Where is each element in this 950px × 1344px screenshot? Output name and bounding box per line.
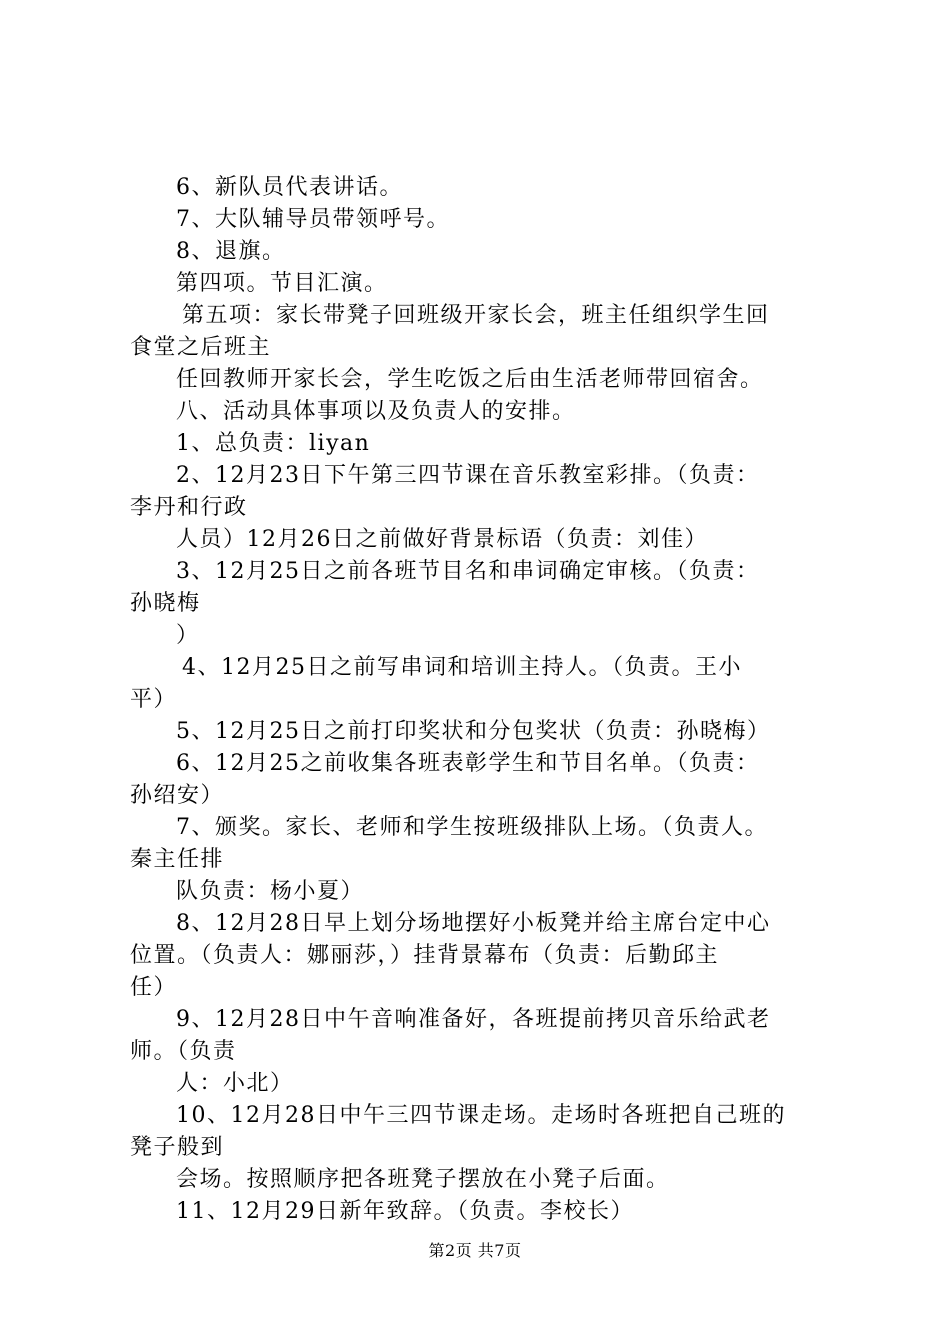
text-line: 8、12月28日早上划分场地摆好小板凳并给主席台定中心	[176, 911, 771, 936]
text-line: 凳子般到	[130, 1135, 225, 1160]
text-line: 平）	[130, 687, 178, 712]
text-line: 6、12月25之前收集各班表彰学生和节目名单。（负责：	[176, 751, 760, 776]
page-number: 第2页 共7页	[428, 1241, 522, 1260]
text-line: 位置。（负责人：娜丽莎，）挂背景幕布（负责：后勤邱主	[130, 943, 720, 968]
text-line: 任）	[130, 975, 178, 1000]
text-line: 2、12月23日下午第三四节课在音乐教室彩排。（负责：	[176, 463, 760, 488]
page-footer	[0, 1240, 950, 1262]
text-line: 八、活动具体事项以及负责人的安排。	[176, 399, 576, 424]
text-line: 9、12月28日中午音响准备好，各班提前拷贝音乐给武老	[176, 1007, 771, 1032]
text-line: 食堂之后班主	[130, 335, 272, 360]
text-line: 秦主任排	[130, 847, 225, 872]
text-line: 6、新队员代表讲话。	[176, 175, 403, 200]
text-line: 1、总负责：liyan	[176, 431, 371, 456]
text-line: 会场。按照顺序把各班凳子摆放在小凳子后面。	[176, 1167, 670, 1192]
text-line: 师。（负责	[130, 1039, 237, 1064]
text-line: 李丹和行政	[130, 495, 248, 520]
text-line: 队负责：杨小夏）	[176, 879, 365, 904]
text-line: 5、12月25日之前打印奖状和分包奖状（负责：孙晓梅）	[176, 719, 771, 744]
text-line: 4、12月25日之前写串词和培训主持人。（负责。王小	[182, 655, 742, 680]
text-line: 10、12月28日中午三四节课走场。走场时各班把自己班的	[176, 1103, 786, 1128]
document-body	[130, 172, 830, 1228]
text-line: 第五项：家长带凳子回班级开家长会，班主任组织学生回	[182, 303, 770, 328]
text-line: 7、颁奖。家长、老师和学生按班级排队上场。（负责人。	[176, 815, 768, 840]
text-line: 孙晓梅	[130, 591, 201, 616]
text-line: 8、退旗。	[176, 239, 286, 264]
text-line: 孙绍安）	[130, 783, 225, 808]
text-line: 第四项。节目汇演。	[176, 271, 388, 296]
text-line: 任回教师开家长会，学生吃饭之后由生活老师带回宿舍。	[176, 367, 764, 392]
text-line: 人：小北）	[176, 1071, 294, 1096]
text-line: 3、12月25日之前各班节目名和串词确定审核。（负责：	[176, 559, 760, 584]
text-line: 人员）12月26日之前做好背景标语（负责：刘佳）	[176, 527, 708, 552]
text-line: ）	[176, 623, 200, 648]
text-line: 7、大队辅导员带领呼号。	[176, 207, 450, 232]
text-line: 11、12月29日新年致辞。（负责。李校长）	[176, 1199, 634, 1224]
